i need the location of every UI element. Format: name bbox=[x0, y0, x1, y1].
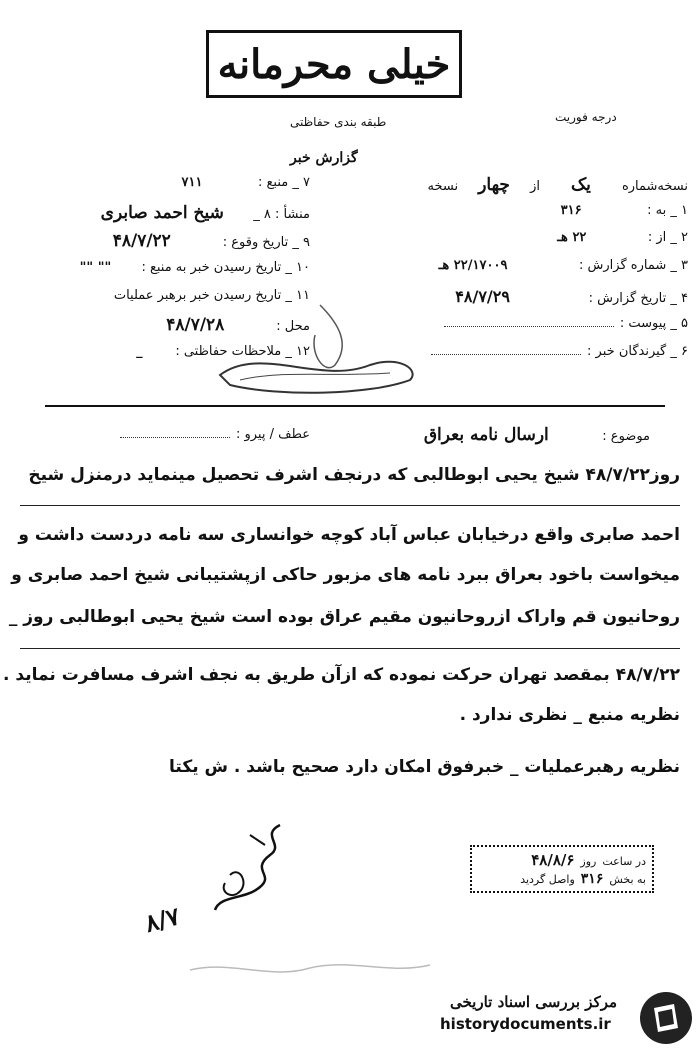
source-received-date-row: ۱۰ _ تاریخ رسیدن خبر به منبع : "" "" bbox=[79, 260, 310, 275]
body-line-6: نظریه منبع _ نظری ندارد . bbox=[459, 705, 680, 725]
watermark-org: مرکز بررسی اسناد تاریخی bbox=[450, 993, 618, 1011]
recipients-row: ۶ _ گیرندگان خبر : bbox=[431, 344, 688, 359]
source-row: ۷ _ منبع : ۷۱۱ bbox=[181, 175, 310, 190]
security-notes-row: ۱۲ _ ملاحظات حفاظتی : _ bbox=[136, 344, 310, 359]
body-line-5: ۴۸/۷/۲۲ بمقصد تهران حرکت نموده که ازآن طریق به نجف اشرف مسافرت نماید . bbox=[3, 665, 680, 685]
receipt-stamp: در ساعت روز ۴۸/۸/۶ به بخش ۳۱۶ واصل گردید bbox=[470, 845, 654, 893]
to-row: ۱ _ به : ۳۱۶ bbox=[560, 203, 688, 218]
body-line-2: احمد صابری واقع درخیابان عباس آباد کوچه خوانساری سه نامه دردست داشت و bbox=[18, 525, 680, 545]
body-line-1: روز۴۸/۷/۲۲ شیخ یحیی ابوطالبی که درنجف اشرف تحصیل مینماید درمنزل شیخ bbox=[28, 465, 680, 485]
header-divider bbox=[45, 405, 665, 407]
attachment-row: ۵ _ پیوست : bbox=[444, 316, 688, 331]
origin-row: منشأ : ۸ _ شیخ احمد صابری bbox=[100, 203, 310, 223]
from-row: ۲ _ از : ۲۲ هـ bbox=[557, 230, 688, 245]
margin-note: ۸/۷ bbox=[141, 901, 183, 938]
archive-logo-icon bbox=[638, 990, 694, 1046]
operation-received-date-row: ۱۱ _ تاریخ رسیدن خبر برهبر عملیات bbox=[113, 288, 310, 303]
report-title: گزارش خبر bbox=[290, 150, 358, 166]
handwritten-signature bbox=[190, 815, 310, 925]
copy-number-row: نسخه‌شماره یک از چهار نسخه bbox=[427, 175, 688, 195]
body-line-3: میخواست باخود بعراق ببرد نامه های مزبور حاکی ازپشتیبانی شیخ احمد صابری و bbox=[11, 565, 680, 585]
body-line-4: روحانیون قم واراک ازروحانیون مقیم عراق بوده است شیخ یحیی ابوطالبی روز _ bbox=[8, 607, 680, 627]
classification-label: طبقه بندی حفاظتی bbox=[290, 115, 387, 129]
classification-stamp bbox=[206, 30, 462, 98]
priority-label: درجه فوریت bbox=[555, 110, 617, 124]
reference-row: عطف / پیرو : bbox=[120, 427, 310, 442]
body-line-7: نظریه رهبرعملیات _ خبرفوق امکان دارد صحیح باشد . ش یکتا bbox=[169, 757, 680, 777]
stamp-text: خیلی محرمانه bbox=[217, 40, 451, 88]
occurrence-date-row: ۹ _ تاریخ وقوع : ۴۸/۷/۲۲ bbox=[112, 231, 310, 251]
location-row: محل : ۴۸/۷/۲۸ bbox=[166, 315, 310, 335]
ink-smudge-stamp bbox=[200, 285, 430, 405]
faint-handwriting bbox=[180, 940, 440, 1000]
report-date-row: ۴ _ تاریخ گزارش : ۴۸/۷/۲۹ bbox=[455, 287, 688, 306]
subject-row: موضوع : ارسال نامه بعراق bbox=[423, 425, 650, 445]
report-number-row: ۳ _ شماره گزارش : ۲۲/۱۷۰۰۹ هـ bbox=[438, 258, 688, 273]
watermark-url: historydocuments.ir bbox=[440, 1015, 611, 1033]
